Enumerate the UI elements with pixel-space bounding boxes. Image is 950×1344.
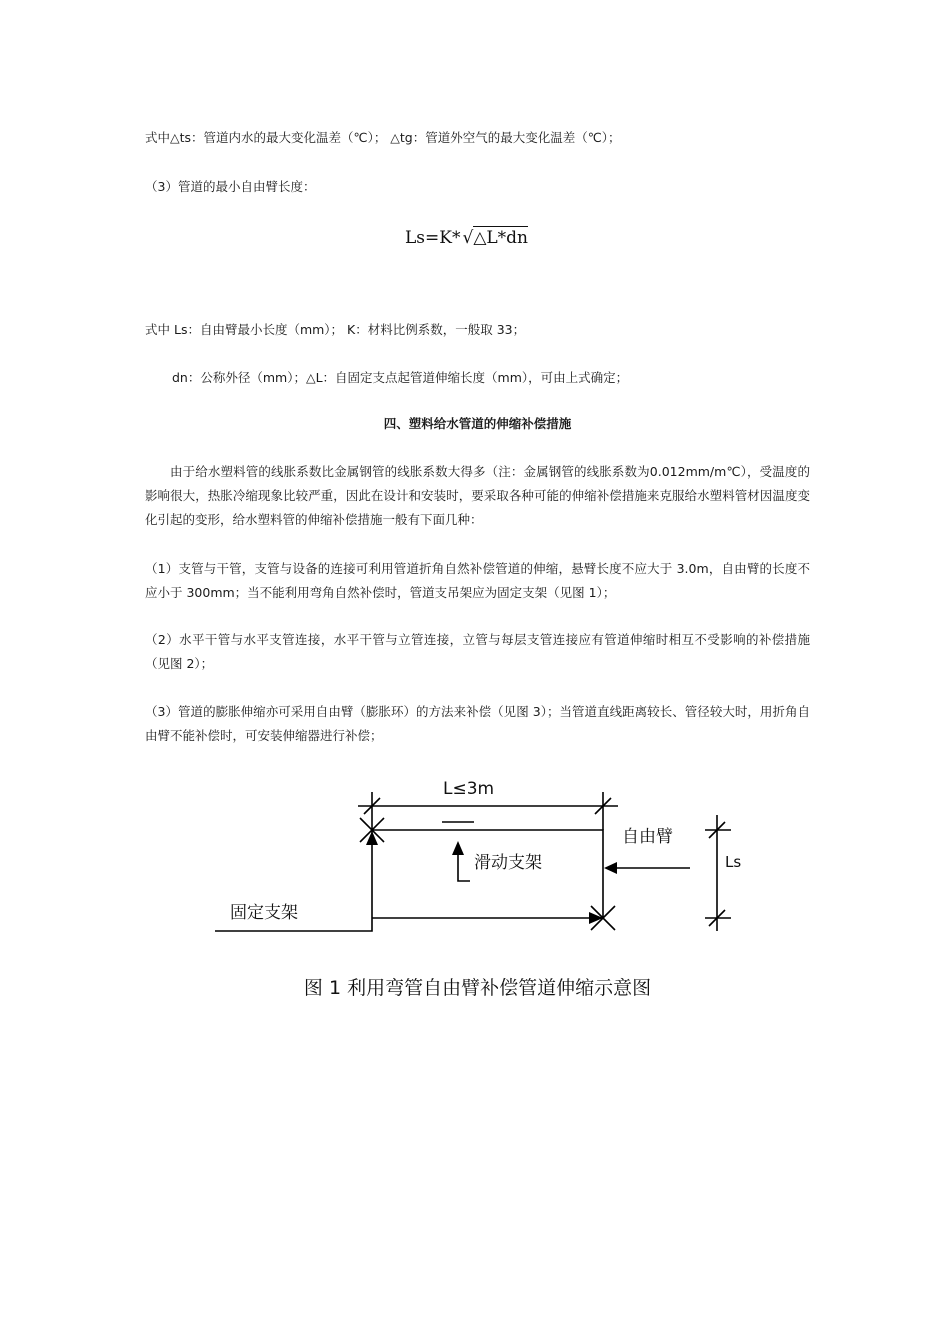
free-arm-arrowhead — [604, 862, 617, 874]
label-fixed-support: 固定支架 — [230, 903, 298, 923]
pipe-end-arrowhead — [589, 912, 603, 924]
label-length: L≤3m — [443, 779, 495, 799]
formula-radicand: △L*dn — [473, 228, 529, 248]
paragraph-temperature-diff: 式中△ts：管道内水的最大变化温差（℃）； △tg：管道外空气的最大变化温差（℃）； — [145, 130, 621, 145]
label-ls: Ls — [725, 853, 742, 871]
figure-caption: 图 1 利用弯管自由臂补偿管道伸缩示意图 — [303, 977, 652, 999]
formula-prefix: Ls=K* — [405, 228, 461, 248]
paragraph-ls-definition: 式中 Ls：自由臂最小长度（mm）； K：材料比例系数，一般取 33； — [145, 322, 526, 337]
section-heading-4: 四、塑料给水管道的伸缩补偿措施 — [383, 416, 572, 431]
label-sliding-support: 滑动支架 — [474, 853, 542, 873]
list-item-2: （2）水平干管与水平支管连接，水平干管与立管连接，立管与每层支管连接应有管道伸缩时相互不受影响的补偿措施（见图 2）； — [145, 632, 810, 671]
paragraph-dn-definition: dn：公称外径（mm）；△L：自固定支点起管道伸缩长度（mm），可由上式确定； — [172, 370, 629, 385]
list-item-1: （1）支管与干管，支管与设备的连接可利用管道折角自然补偿管道的伸缩，悬臂长度不应大于 3.0m，自由臂的长度不应小于 300mm；当不能利用弯角自然补偿时，管道支吊架应为固定支架（见图 1）； — [145, 561, 810, 600]
paragraph-min-free-arm-title: （3）管道的最小自由臂长度： — [145, 179, 316, 194]
label-free-arm: 自由臂 — [622, 827, 673, 847]
paragraph-intro: 由于给水塑料管的线胀系数比金属钢管的线胀系数大得多（注：金属钢管的线胀系数为0.012mm/m℃），受温度的影响很大，热胀冷缩现象比较严重，因此在设计和安装时，要采取各种可能的伸缩补偿措施来克服给水塑料管材因温度变化引起的变形，给水塑料管的伸缩补偿措施一般有下面几种： — [145, 464, 810, 527]
formula-radical: √ — [462, 228, 474, 248]
list-item-3: （3）管道的膨胀伸缩亦可采用自由臂（膨胀环）的方法来补偿（见图 3）；当管道直线距离较长、管径较大时，用折角自由臂不能补偿时，可安装伸缩器进行补偿； — [145, 704, 810, 743]
sliding-support-arrow — [452, 841, 464, 855]
